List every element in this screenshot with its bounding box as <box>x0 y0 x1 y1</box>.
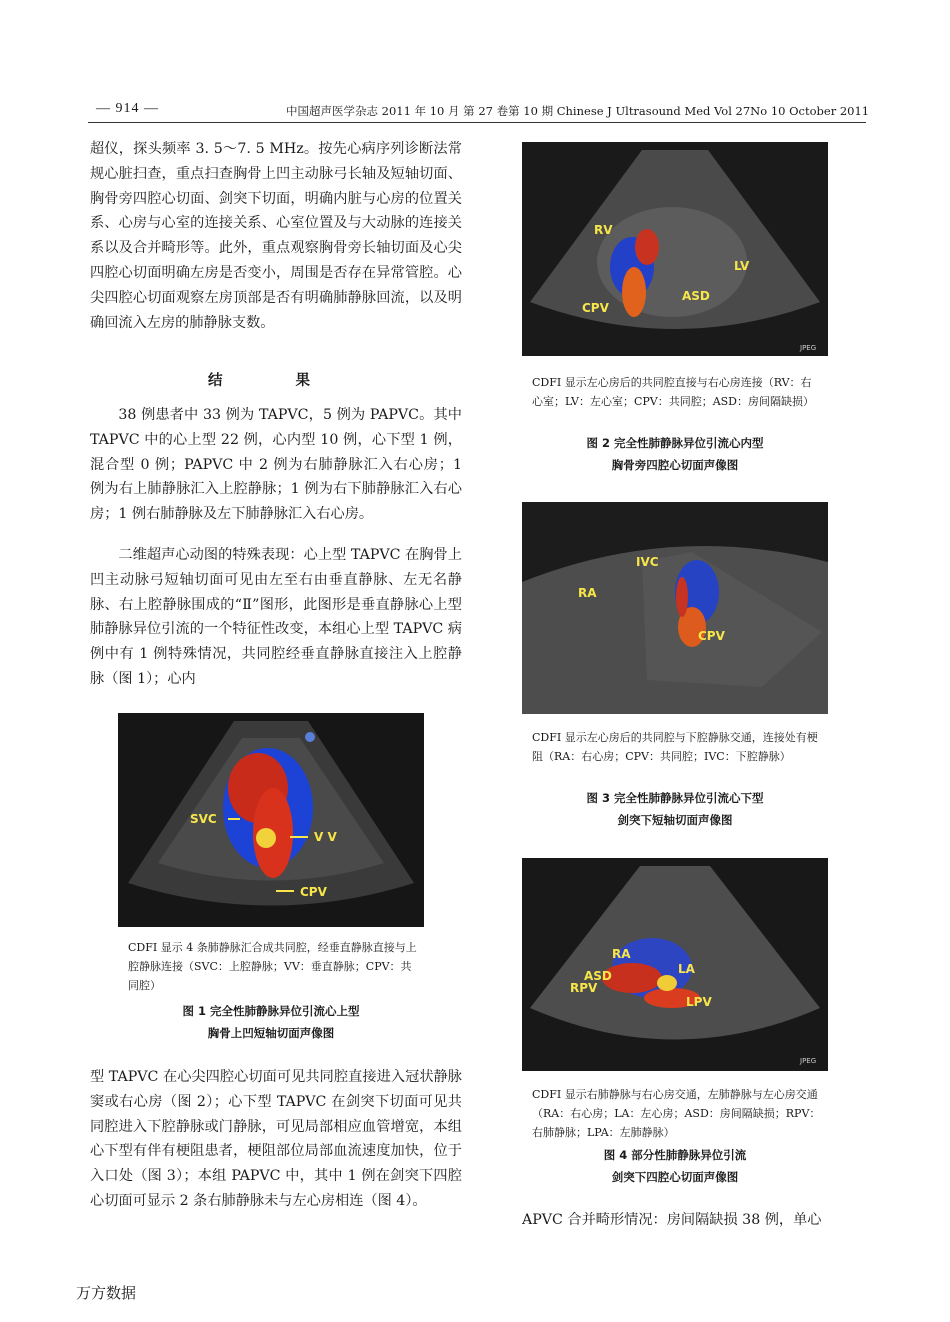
header-rule <box>88 122 866 123</box>
fig2-label-cpv: CPV <box>582 301 609 315</box>
figure-2-title-line1: 图 2 完全性肺静脉异位引流心内型 <box>586 436 764 450</box>
page-number: — 914 — <box>96 101 159 116</box>
section-title-results: 结 果 <box>207 372 345 389</box>
figure-4-title-line2: 剑突下四腔心切面声像图 <box>611 1170 739 1184</box>
fig4-label-rpv: RPV <box>570 981 598 995</box>
fig4-label-ra: RA <box>612 947 631 961</box>
fig4-label-asd: ASD <box>584 969 612 983</box>
fig2-jpeg-tag: JPEG <box>800 344 817 352</box>
fig2-label-asd: ASD <box>682 289 710 303</box>
figure-4-title-line1: 图 4 部分性肺静脉异位引流 <box>603 1148 747 1162</box>
fig4-jpeg-tag: JPEG <box>800 1057 817 1065</box>
fig3-label-ra: RA <box>578 586 597 600</box>
special-findings-paragraph: 二维超声心动图的特殊表现：心上型 TAPVC 在胸骨上凹主动脉弓短轴切面可见由左至右由垂直静脉、左无名静脉、右上腔静脉围成的“Ⅱ”图形，此图形是垂直静脉心上型肺静脉异位引流的一个特征性改变，本组心上型 TAPVC 病例中有 1 例特殊情况，共同腔经垂直静脉直接注入上腔静脉（图 1）；心内 <box>90 547 462 687</box>
right-column-bottom-text: APVC 合并畸形情况：房间隔缺损 38 例，单心 <box>522 1212 822 1228</box>
figure-4-caption: CDFI 显示右肺静脉与右心房交通，左肺静脉与左心房交通（RA：右心房；LA：左心房；ASD：房间隔缺损；RPV：右肺静脉；LPA：左肺静脉） <box>532 1088 821 1139</box>
intro-paragraph: 超仪，探头频率 3. 5～7. 5 MHz。按先心病序列诊断法常规心脏扫查，重点扫查胸骨上凹主动脉弓长轴及短轴切面、胸骨旁四腔心切面、剑突下切面，明确内脏与心房的位置关系、心房与心室的连接关系、心室位置及与大动脉的连接关系以及合并畸形等。此外，重点观察胸骨旁长轴切面及心尖四腔心切面明确左房是否变小，周围是否存在异常管腔。心尖四腔心切面观察左房顶部是否有明确肺静脉回流，以及明确回流入左房的肺静脉支数。 <box>90 141 462 331</box>
figure-3-caption: CDFI 显示左心房后的共同腔与下腔静脉交通，连接处有梗阻（RA：右心房；CPV：共同腔；IVC：下腔静脉） <box>532 731 818 763</box>
figure-1-title-line1: 图 1 完全性肺静脉异位引流心上型 <box>182 1004 360 1018</box>
fig1-label-vv: V V <box>314 830 337 844</box>
fig2-label-lv: LV <box>734 259 750 273</box>
journal-running-header: 中国超声医学杂志 2011 年 10 月 第 27 卷第 10 期 Chinese J Ultrasound Med Vol 27No 10 October 2011 <box>286 104 870 118</box>
continuation-paragraph: 型 TAPVC 在心尖四腔心切面可见共同腔直接进入冠状静脉窦或右心房（图 2）；心下型 TAPVC 在剑突下切面可见共同腔进入下腔静脉或门静脉，可见局部相应血管增宽，本组心下型有伴有梗阻患者，梗阻部位局部血流速度加快，位于入口处（图 3）；本组 PAPVC 中，其中 1 例在剑突下四腔心切面可显示 2 条右肺静脉未与左心房相连（图 4）。 <box>90 1069 462 1209</box>
fig4-label-la: LA <box>678 962 695 976</box>
fig3-label-ivc: IVC <box>636 555 659 569</box>
figure-3-title-line2: 剑突下短轴切面声像图 <box>617 813 733 827</box>
fig2-label-rv: RV <box>594 223 613 237</box>
fig1-label-svc: SVC <box>190 812 217 826</box>
figure-3-image <box>522 502 828 714</box>
fig4-label-lpv: LPV <box>686 995 712 1009</box>
fig3-label-cpv: CPV <box>698 629 725 643</box>
figure-2-caption: CDFI 显示左心房后的共同腔直接与右心房连接（RV：右心室；LV：左心室；CPV：共同腔；ASD：房间隔缺损） <box>532 376 815 408</box>
figure-1-image <box>118 713 424 927</box>
figure-3-title-line1: 图 3 完全性肺静脉异位引流心下型 <box>586 791 764 805</box>
results-paragraph: 38 例患者中 33 例为 TAPVC，5 例为 PAPVC。其中 TAPVC 中的心上型 22 例，心内型 10 例，心下型 1 例，混合型 0 例；PAPVC 中 2 例为右肺静脉汇入右心房；1 例为右上肺静脉汇入上腔静脉；1 例为右下肺静脉汇入右心房；1 例右肺静脉及左下肺静脉汇入右心房。 <box>90 407 462 523</box>
database-watermark: 万方数据 <box>76 1284 137 1302</box>
fig1-label-cpv: CPV <box>300 885 327 899</box>
figure-1-title-line2: 胸骨上凹短轴切面声像图 <box>207 1026 335 1040</box>
figure-2-image <box>522 142 828 356</box>
figure-2-title-line2: 胸骨旁四腔心切面声像图 <box>611 458 739 472</box>
figure-1-caption: CDFI 显示 4 条肺静脉汇合成共同腔，经垂直静脉直接与上腔静脉连接（SVC：上腔静脉；VV：垂直静脉；CPV：共同腔） <box>128 941 417 992</box>
figure-4-image <box>522 858 828 1071</box>
